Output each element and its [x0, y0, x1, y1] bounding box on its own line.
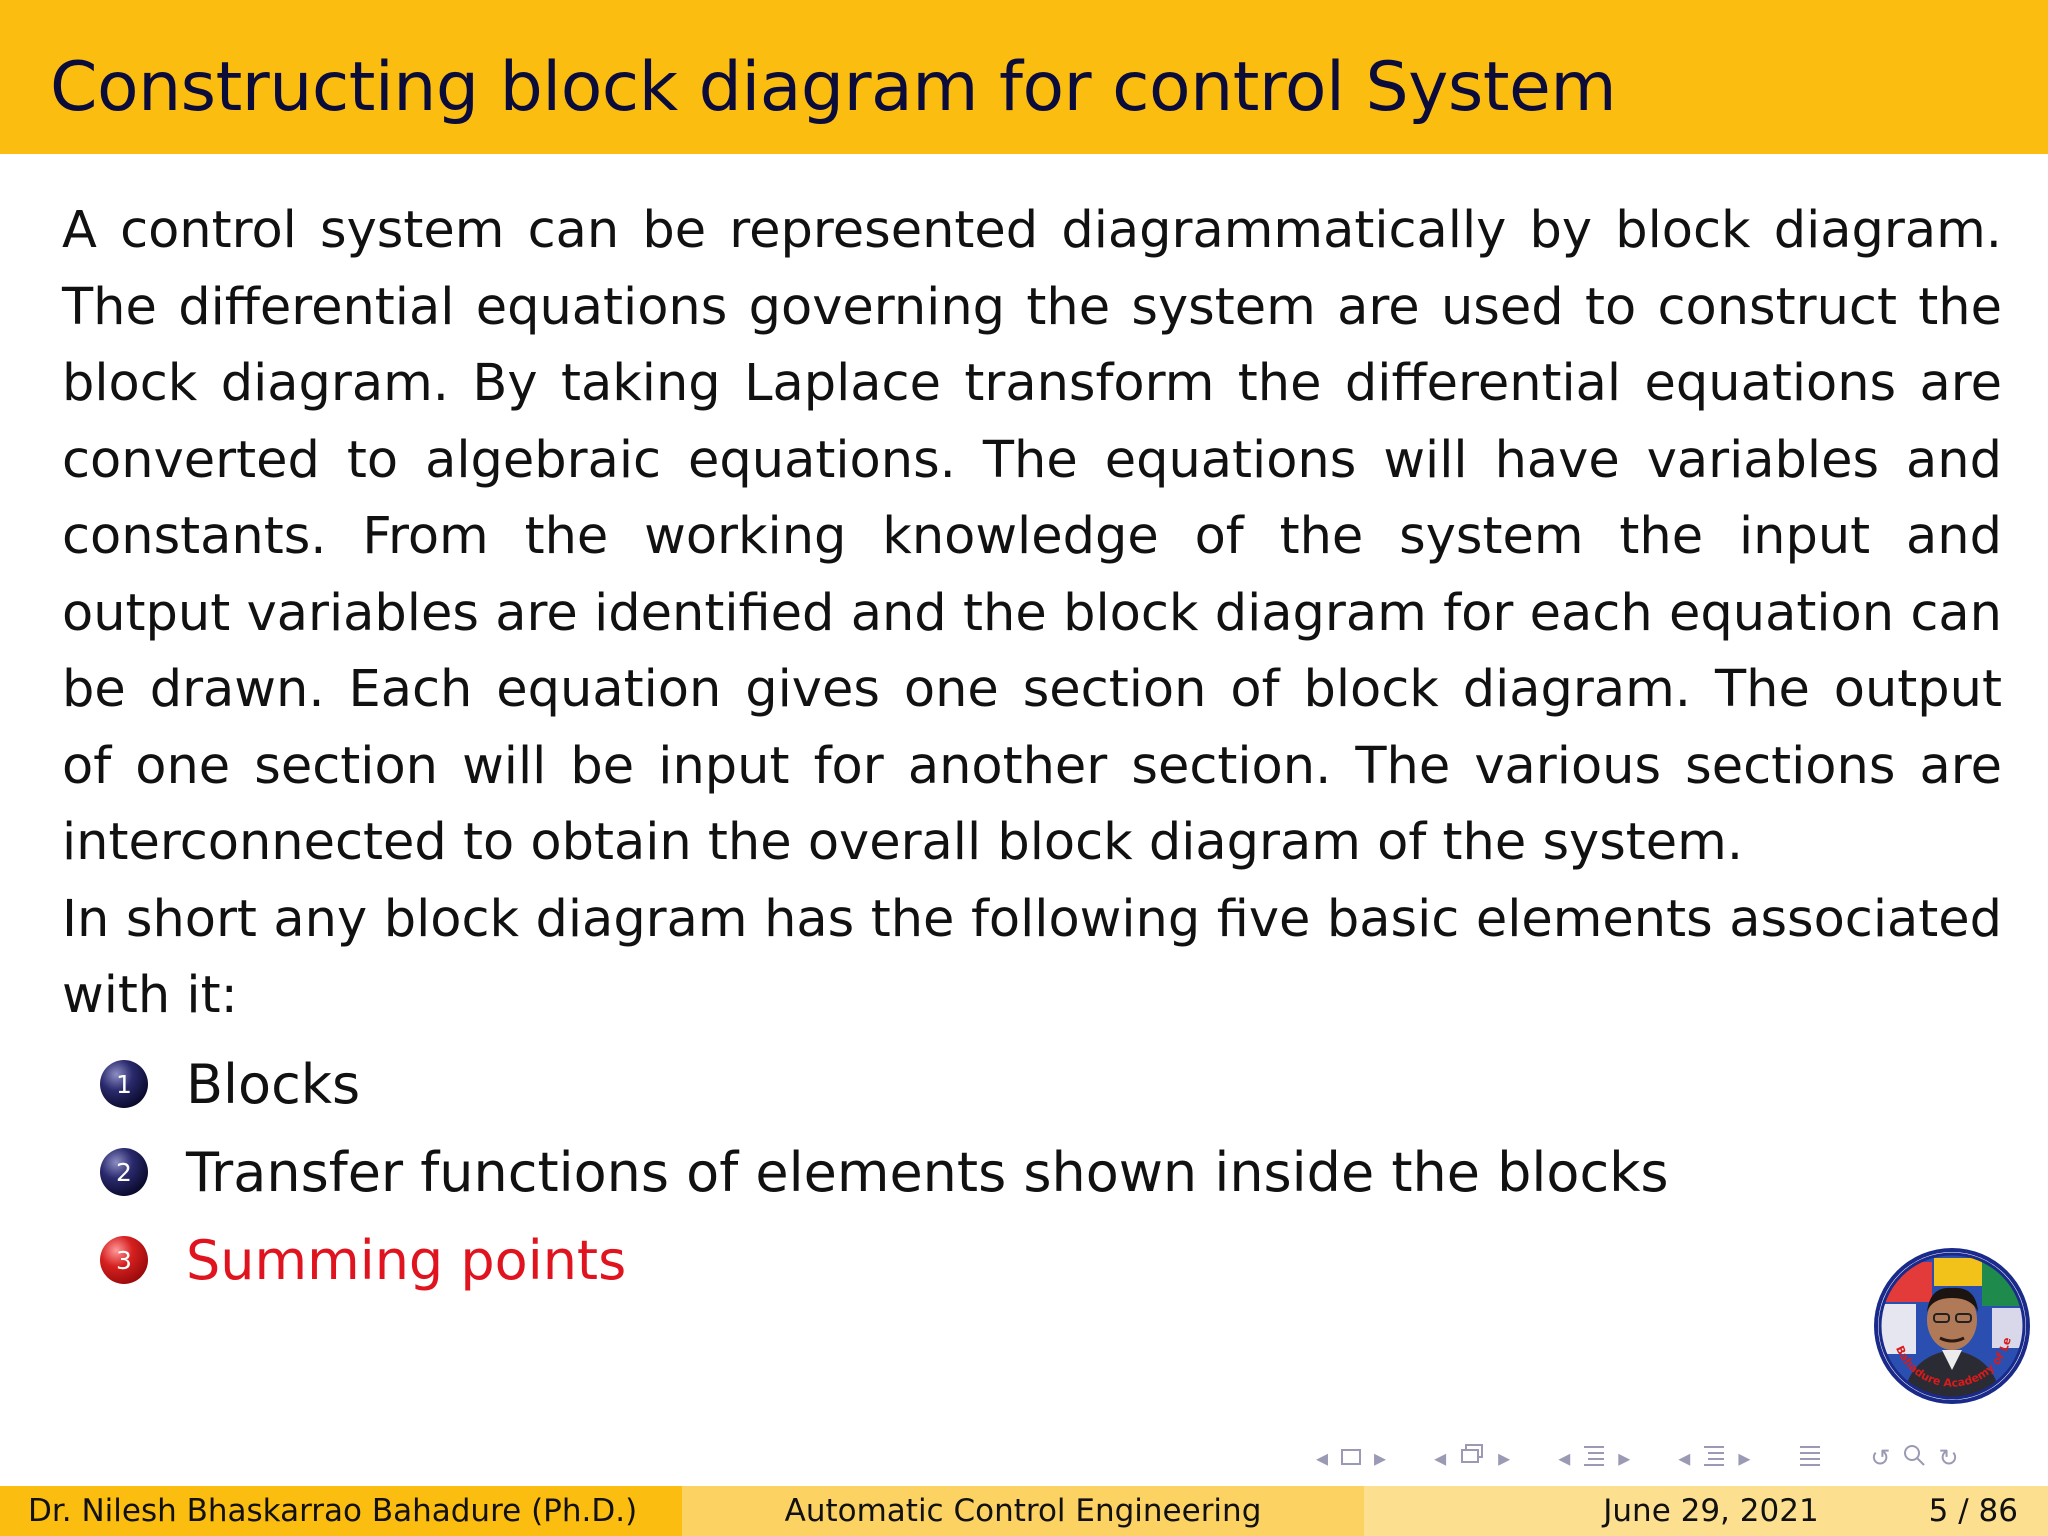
nav-frame-icon[interactable]: [1340, 1444, 1362, 1472]
paragraph-line: be drawn. Each equation gives one section of block diagram. The output: [62, 660, 2002, 719]
nav-next-frame-icon[interactable]: ▸: [1374, 1444, 1387, 1472]
list-item: [100, 1040, 1700, 1128]
nav-section-icon[interactable]: [1582, 1443, 1606, 1473]
nav-forward-icon[interactable]: ↻: [1938, 1444, 1959, 1472]
page-number: 5 / 86: [1928, 1493, 2018, 1529]
presenter-avatar-icon: [1872, 1246, 2032, 1406]
element-list: [100, 1040, 1700, 1304]
presentation-date: June 29, 2021: [1603, 1493, 1819, 1529]
navigation-bar: [1316, 1440, 1959, 1476]
list-item-label: Summing points: [186, 1228, 627, 1292]
author-name: Dr. Nilesh Bhaskarrao Bahadure (Ph.D.): [28, 1493, 638, 1529]
title-bar: [0, 0, 2048, 154]
paragraph-line: A control system can be represented diagrammatically by block diagram.: [62, 201, 2002, 260]
paragraph-line: constants. From the working knowledge of the system the input and: [62, 507, 2002, 566]
nav-next-doc-icon[interactable]: ▸: [1738, 1444, 1751, 1472]
footer: [0, 1486, 2048, 1536]
nav-search-icon[interactable]: [1902, 1443, 1926, 1473]
list-number-ball-icon: 1: [100, 1060, 148, 1108]
list-number-ball-icon: 3: [100, 1236, 148, 1284]
course-title: Automatic Control Engineering: [784, 1493, 1262, 1529]
footer-course: [682, 1486, 1364, 1536]
slide-paragraph: [62, 193, 2002, 1035]
list-item-highlighted: [100, 1216, 1700, 1304]
nav-prev-doc-icon[interactable]: ◂: [1678, 1444, 1691, 1472]
nav-toc-icon[interactable]: [1798, 1443, 1822, 1473]
presenter-logo: [1872, 1246, 2032, 1406]
nav-back-icon[interactable]: ↺: [1870, 1444, 1891, 1472]
paragraph-line: output variables are identified and the block diagram for each equation can: [62, 583, 2002, 643]
paragraph-line: In short any block diagram has the following five basic elements associated: [62, 889, 2002, 949]
paragraph-line: of one section will be input for another section. The various sections are: [62, 736, 2002, 796]
logo-text: Bahadure Academy of Le: [1893, 1335, 2014, 1390]
list-item: [100, 1128, 1700, 1216]
nav-subsection-icon[interactable]: [1458, 1443, 1486, 1473]
paragraph-line: The differential equations governing the system are used to construct the: [62, 277, 2002, 337]
list-item-label: Blocks: [186, 1052, 361, 1116]
nav-prev-frame-icon[interactable]: ◂: [1316, 1444, 1329, 1472]
paragraph-line: with it:: [62, 966, 238, 1025]
list-number-ball-icon: 2: [100, 1148, 148, 1196]
list-item-label: Transfer functions of elements shown inside the blocks: [186, 1140, 1669, 1204]
nav-next-section-icon[interactable]: ▸: [1618, 1444, 1631, 1472]
paragraph-line: block diagram. By taking Laplace transform the differential equations are: [62, 354, 2002, 413]
nav-prev-section-icon[interactable]: ◂: [1558, 1444, 1571, 1472]
footer-date: [1364, 1486, 2048, 1536]
slide-title: Constructing block diagram for control System: [50, 48, 1617, 127]
nav-next-subsection-icon[interactable]: ▸: [1498, 1444, 1511, 1472]
nav-doc-icon[interactable]: [1702, 1443, 1726, 1473]
paragraph-line: interconnected to obtain the overall block diagram of the system.: [62, 813, 1744, 872]
footer-author: [0, 1486, 682, 1536]
nav-prev-subsection-icon[interactable]: ◂: [1434, 1444, 1447, 1472]
paragraph-line: converted to algebraic equations. The equations will have variables and: [62, 430, 2002, 490]
